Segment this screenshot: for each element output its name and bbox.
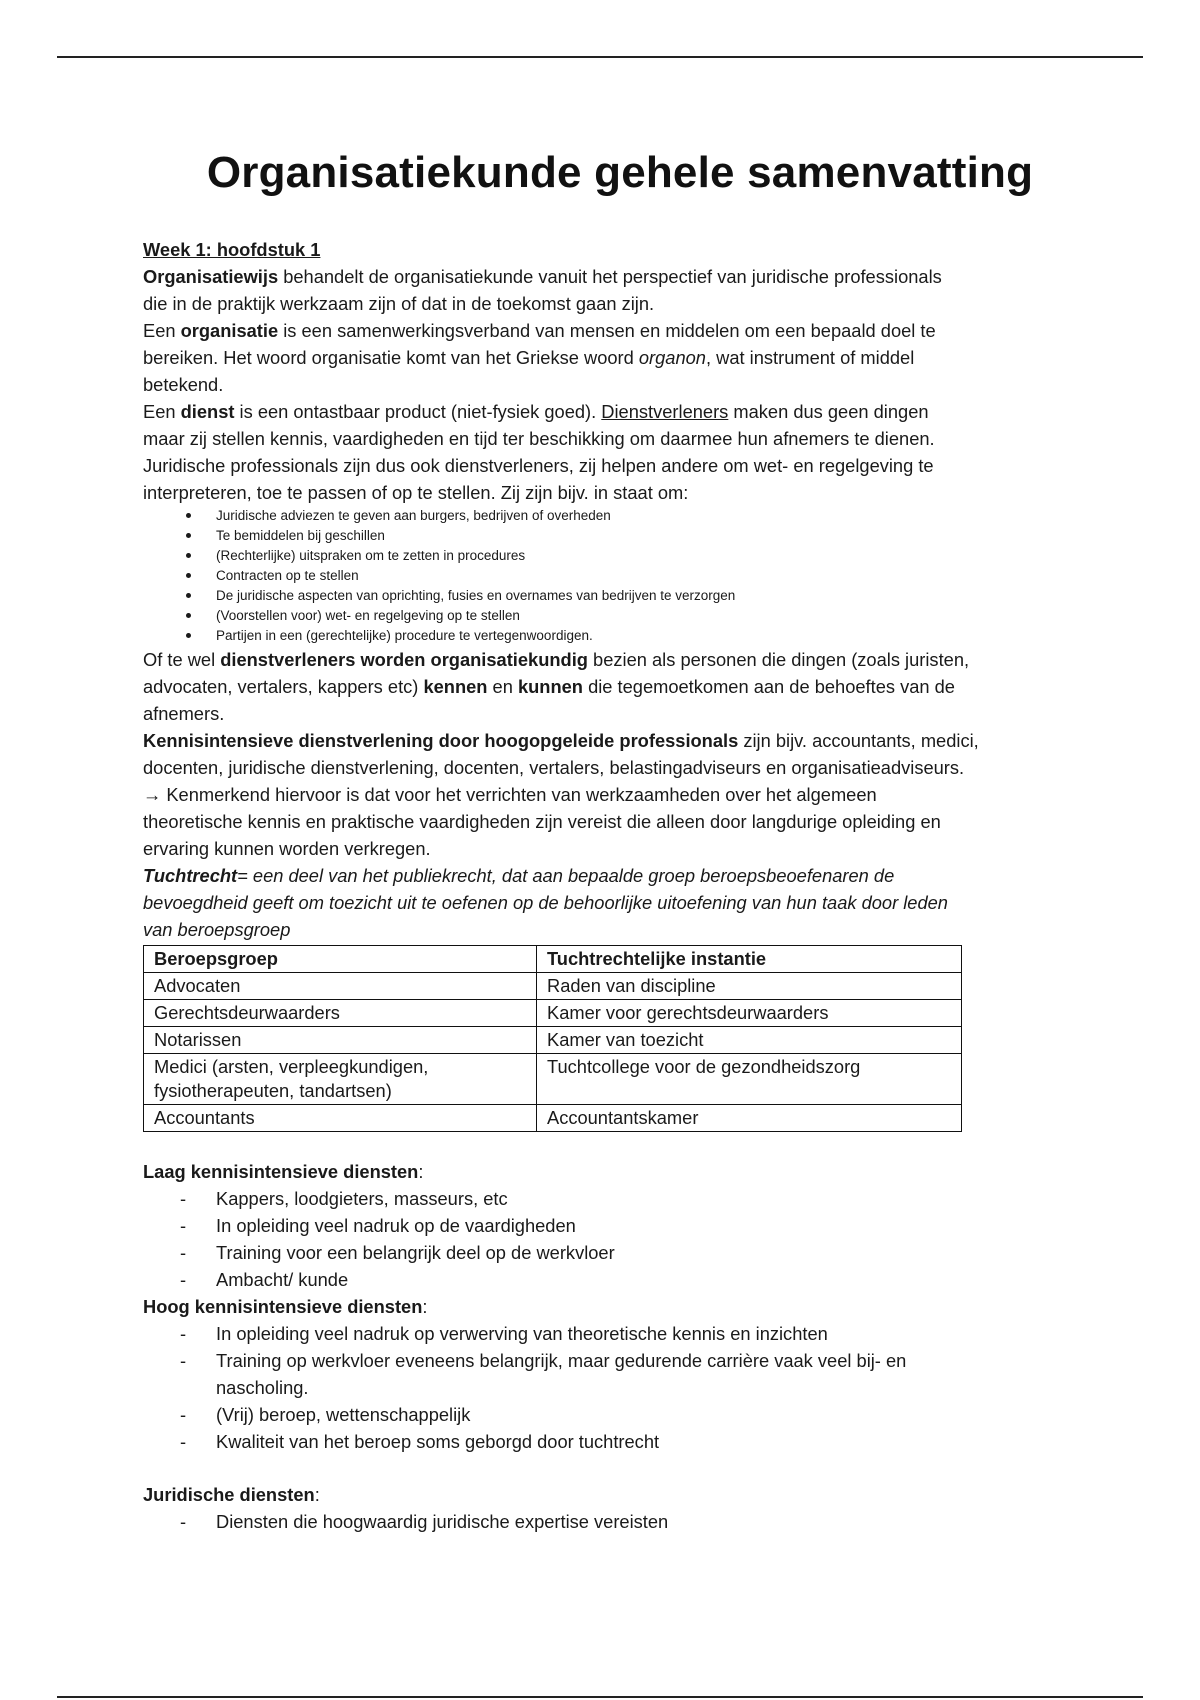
table-cell: Notarissen <box>144 1027 537 1054</box>
list-item: (Rechterlijke) uitspraken om te zetten in procedures <box>216 546 1063 566</box>
bullet-list-abilities <box>143 506 1063 646</box>
paragraph-organisatiewijs: Organisatiewijs behandelt de organisatiekunde vanuit het perspectief van juridische professionals <box>143 266 942 287</box>
table-cell: Raden van discipline <box>537 973 962 1000</box>
list-laag <box>143 1185 1063 1293</box>
table-cell: Tuchtcollege voor de gezondheidszorg <box>537 1054 962 1105</box>
table-cell: Gerechtsdeurwaarders <box>144 1000 537 1027</box>
paragraph-line: die in de praktijk werkzaam zijn of dat in de toekomst gaan zijn. <box>143 293 655 314</box>
list-item: - Training voor een belangrijk deel op de werkvloer <box>216 1239 1063 1266</box>
list-item: - Training op werkvloer eveneens belangrijk, maar gedurende carrière vaak veel bij- en nascholing. <box>216 1347 1063 1401</box>
section-heading-laag: Laag kennisintensieve diensten: <box>143 1161 424 1182</box>
section-heading-juridisch: Juridische diensten: <box>143 1484 320 1505</box>
list-item: Te bemiddelen bij geschillen <box>216 526 1063 546</box>
table-cell: Kamer voor gerechtsdeurwaarders <box>537 1000 962 1027</box>
list-juridisch <box>143 1508 1063 1535</box>
paragraph-line: afnemers. <box>143 703 225 724</box>
document-body <box>143 148 1063 1535</box>
paragraph-line: van beroepsgroep <box>143 919 291 940</box>
paragraph-tuchtrecht: Tuchtrecht= een deel van het publiekrecht, dat aan bepaalde groep beroepsbeoefenaren de <box>143 865 895 886</box>
list-item: De juridische aspecten van oprichting, fusies en overnames van bedrijven te verzorgen <box>216 586 1063 606</box>
page-title: Organisatiekunde gehele samenvatting <box>206 148 1034 197</box>
bottom-rule <box>57 1696 1143 1698</box>
paragraph-kennen-kunnen: Of te wel dienstverleners worden organisatiekundig bezien als personen die dingen (zoals juristen, <box>143 649 970 670</box>
table-cell: Medici (arsten, verpleegkundigen, fysiotherapeuten, tandartsen) <box>144 1054 537 1105</box>
list-item: (Voorstellen voor) wet- en regelgeving op te stellen <box>216 606 1063 626</box>
table-cell: Accountantskamer <box>537 1105 962 1132</box>
spacer <box>143 1455 1063 1481</box>
list-hoog <box>143 1320 1063 1455</box>
table-row <box>144 1000 962 1027</box>
table-row <box>144 973 962 1000</box>
top-rule <box>57 56 1143 58</box>
paragraph-dienst: Een dienst is een ontastbaar product (niet-fysiek goed). Dienstverleners maken dus geen dingen <box>143 401 929 422</box>
paragraph-line: → Kenmerkend hiervoor is dat voor het verrichten van werkzaamheden over het algemeen <box>143 784 877 805</box>
table-row <box>144 1027 962 1054</box>
paragraph-kennisintensief: Kennisintensieve dienstverlening door hoogopgeleide professionals zijn bijv. accountants, medici, <box>143 730 979 751</box>
tuchtrecht-table <box>143 945 962 1132</box>
list-item: Partijen in een (gerechtelijke) procedure te vertegenwoordigen. <box>216 626 1063 646</box>
table-header: Beroepsgroep <box>144 946 537 973</box>
table-cell: Advocaten <box>144 973 537 1000</box>
paragraph-line: docenten, juridische dienstverlening, docenten, vertalers, belastingadviseurs en organisatieadviseurs. <box>143 757 965 778</box>
list-item: - In opleiding veel nadruk op verwerving van theoretische kennis en inzichten <box>216 1320 1063 1347</box>
table-cell: Accountants <box>144 1105 537 1132</box>
list-item: Juridische adviezen te geven aan burgers, bedrijven of overheden <box>216 506 1063 526</box>
section-heading-hoog: Hoog kennisintensieve diensten: <box>143 1296 428 1317</box>
list-item: - (Vrij) beroep, wettenschappelijk <box>216 1401 1063 1428</box>
list-item: - Kappers, loodgieters, masseurs, etc <box>216 1185 1063 1212</box>
paragraph-line: bevoegdheid geeft om toezicht uit te oefenen op de behoorlijke uitoefening van hun taak door leden <box>143 892 948 913</box>
paragraph-organisatie: Een organisatie is een samenwerkingsverband van mensen en middelen om een bepaald doel te <box>143 320 936 341</box>
paragraph-line: advocaten, vertalers, kappers etc) kennen en kunnen die tegemoetkomen aan de behoeftes van de <box>143 676 955 697</box>
table-row <box>144 1054 962 1105</box>
paragraph-line: interpreteren, toe te passen of op te stellen. Zij zijn bijv. in staat om: <box>143 482 689 503</box>
paragraph-line: Juridische professionals zijn dus ook dienstverleners, zij helpen andere om wet- en regelgeving te <box>143 455 934 476</box>
spacer <box>143 1132 1063 1158</box>
list-item: - Diensten die hoogwaardig juridische expertise vereisten <box>216 1508 1063 1535</box>
list-item: - In opleiding veel nadruk op de vaardigheden <box>216 1212 1063 1239</box>
list-item: - Kwaliteit van het beroep soms geborgd door tuchtrecht <box>216 1428 1063 1455</box>
paragraph-line: betekend. <box>143 374 224 395</box>
table-row <box>144 1105 962 1132</box>
paragraph-line: theoretische kennis en praktische vaardigheden zijn vereist die alleen door langdurige opleiding en <box>143 811 941 832</box>
table-cell: Kamer van toezicht <box>537 1027 962 1054</box>
paragraph-line: ervaring kunnen worden verkregen. <box>143 838 431 859</box>
list-item: - Ambacht/ kunde <box>216 1266 1063 1293</box>
paragraph-line: maar zij stellen kennis, vaardigheden en tijd ter beschikking om daarmee hun afnemers te dienen. <box>143 428 935 449</box>
list-item: Contracten op te stellen <box>216 566 1063 586</box>
week-heading: Week 1: hoofdstuk 1 <box>143 239 321 260</box>
table-header-row <box>144 946 962 973</box>
paragraph-line: bereiken. Het woord organisatie komt van het Griekse woord organon, wat instrument of middel <box>143 347 915 368</box>
table-header: Tuchtrechtelijke instantie <box>537 946 962 973</box>
